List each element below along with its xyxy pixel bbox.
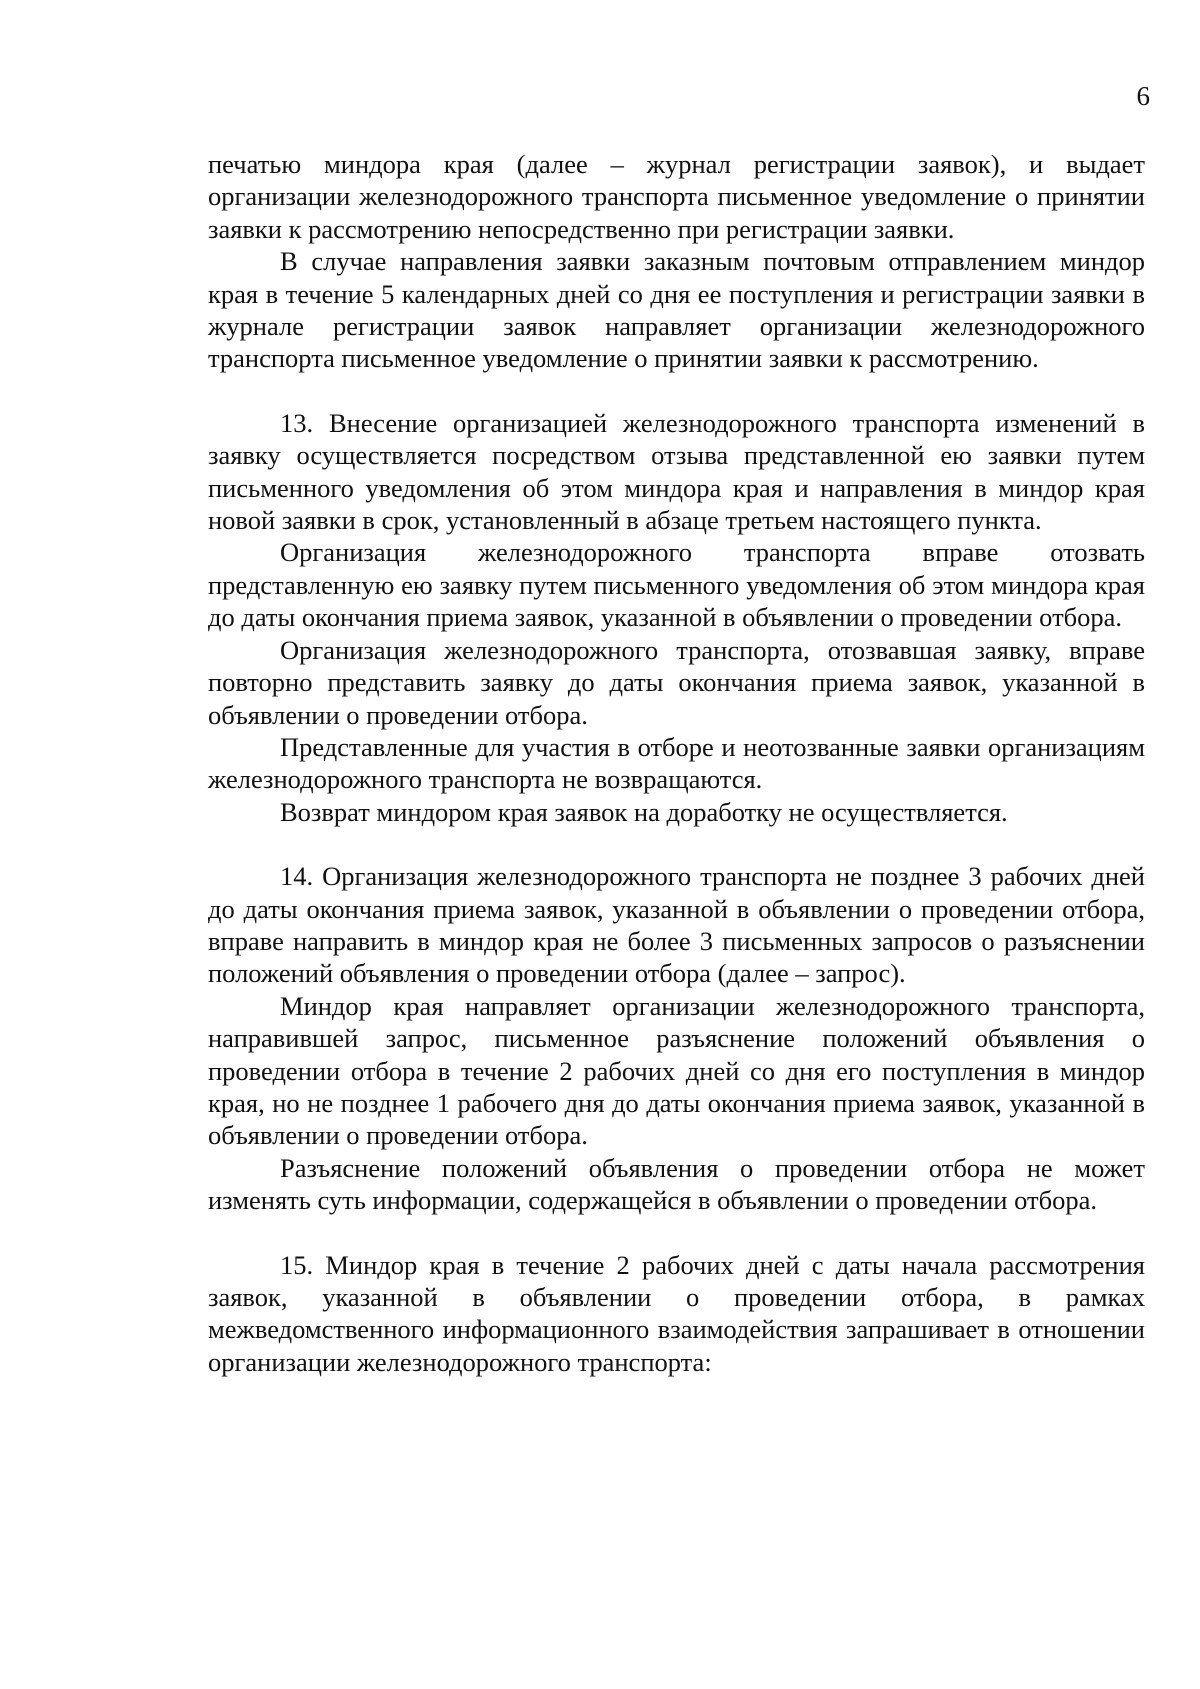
paragraph-gap: [208, 375, 1145, 407]
page-number: 6: [1136, 81, 1150, 111]
paragraph: Возврат миндором края заявок на доработку не осуществляется.: [280, 796, 1008, 827]
paragraph-gap: [208, 828, 1145, 860]
paragraph-clause-14: 14. Организация железнодорожного транспорта не позднее 3 рабочих дней до даты окончания приема заявок, указанной в объявлении о проведении отбора, вправе направить в миндор края не более 3 письменных запросов о разъяснении положений объявления о проведении отбора (далее – запрос).: [208, 861, 1145, 989]
paragraph: Организация железнодорожного транспорта вправе отозвать представленную ею заявку путем письменного уведомления об этом миндора края до даты окончания приема заявок, указанной в объявлении о проведении отбора.: [208, 537, 1145, 633]
paragraph: Представленные для участия в отборе и неотозванные заявки организациям железнодорожного транспорта не возвращаются.: [208, 731, 1145, 795]
document-body: [208, 148, 1145, 1378]
paragraph: Миндор края направляет организации железнодорожного транспорта, направившей запрос, письменное разъяснение положений объявления о проведении отбора в течение 2 рабочих дней со дня его поступления в миндор края, но не позднее 1 рабочего дня до даты окончания приема заявок, указанной в объявлении о проведении отбора.: [208, 990, 1145, 1151]
paragraph: Организация железнодорожного транспорта, отозвавшая заявку, вправе повторно представить заявку до даты окончания приема заявок, указанной в объявлении о проведении отбора.: [208, 634, 1145, 730]
paragraph-continuation: печатью миндора края (далее – журнал регистрации заявок), и выдает организации железнодорожного транспорта письменное уведомление о принятии заявки к рассмотрению непосредственно при регистрации заявки.: [208, 149, 1145, 244]
paragraph: В случае направления заявки заказным почтовым отправлением миндор края в течение 5 календарных дней со дня ее поступления и регистрации заявки в журнале регистрации заявок направляет организации железнодорожного транспорта письменное уведомление о принятии заявки к рассмотрению.: [208, 246, 1145, 374]
paragraph: Разъяснение положений объявления о проведении отбора не может изменять суть информации, содержащейся в объявлении о проведении отбора.: [208, 1152, 1145, 1216]
paragraph-gap: [208, 1217, 1145, 1249]
paragraph-clause-15: 15. Миндор края в течение 2 рабочих дней с даты начала рассмотрения заявок, указанной в объявлении о проведении отбора, в рамках межведомственного информационного взаимодействия запрашивает в отношении организации железнодорожного транспорта:: [208, 1249, 1145, 1377]
paragraph-clause-13: 13. Внесение организацией железнодорожного транспорта изменений в заявку осуществляется посредством отзыва представленной ею заявки путем письменного уведомления об этом миндора края и направления в миндор края новой заявки в срок, установленный в абзаце третьем настоящего пункта.: [208, 407, 1145, 536]
